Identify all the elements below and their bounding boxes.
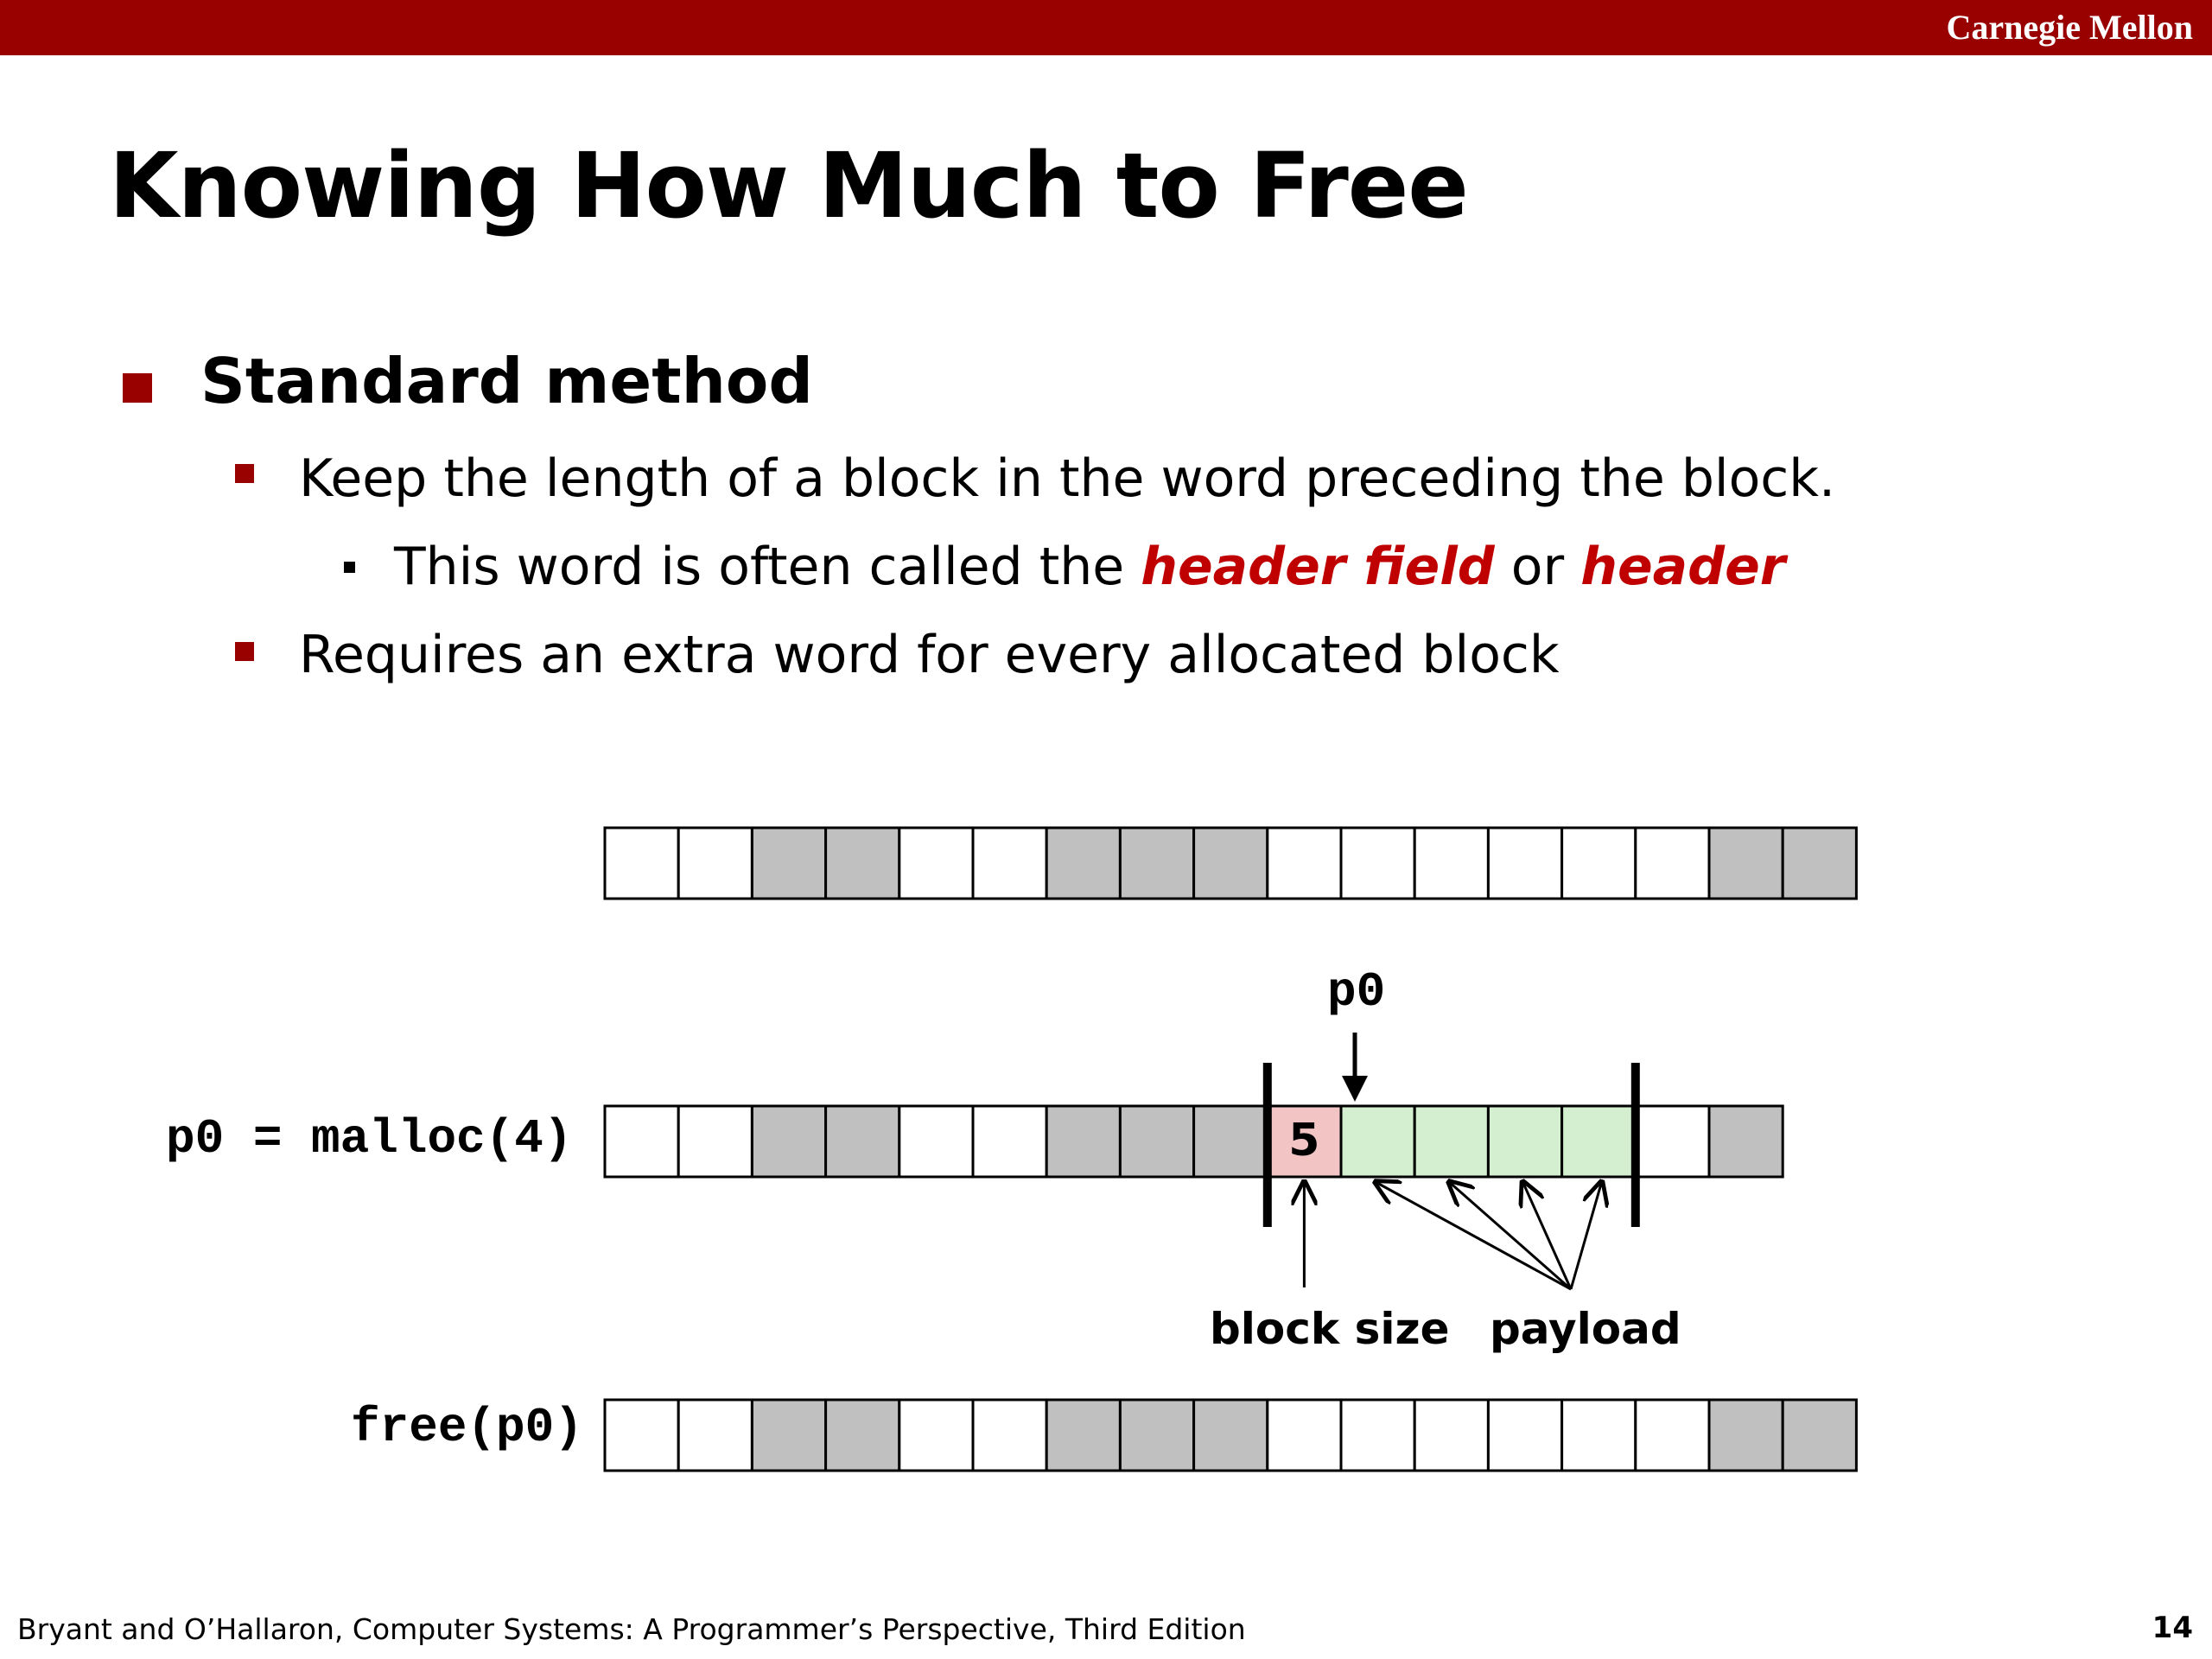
before-row-cell-free bbox=[1414, 828, 1488, 899]
free-row-cell-allocated bbox=[826, 1400, 899, 1471]
free-row-cell-allocated bbox=[1194, 1400, 1268, 1471]
malloc-row-cell-allocated bbox=[1194, 1106, 1268, 1177]
malloc-row-cell-allocated bbox=[752, 1106, 825, 1177]
before-row-cell-free bbox=[605, 828, 678, 899]
malloc-row-cell-payload bbox=[1414, 1106, 1488, 1177]
malloc-row-cell-allocated bbox=[1120, 1106, 1193, 1177]
brand-label: Carnegie Mellon bbox=[1946, 8, 2193, 47]
before-row-cell-allocated bbox=[1046, 828, 1120, 899]
free-row-cell-free bbox=[899, 1400, 973, 1471]
malloc-row-cell-free bbox=[605, 1106, 678, 1177]
free-row-cell-allocated bbox=[1709, 1400, 1783, 1471]
pointer-label: p0 bbox=[1327, 964, 1386, 1020]
malloc-row-cell-payload bbox=[1562, 1106, 1636, 1177]
free-row-cell-free bbox=[1488, 1400, 1561, 1471]
block-size-label: block size bbox=[1210, 1304, 1450, 1354]
footer-citation: Bryant and O’Hallaron, Computer Systems: A Programmer’s Perspective, Third Edition bbox=[17, 1612, 1246, 1646]
before-row-cell-free bbox=[678, 828, 752, 899]
malloc-row-cell-allocated bbox=[1046, 1106, 1120, 1177]
malloc-row-cell-payload bbox=[1488, 1106, 1561, 1177]
payload-arrow bbox=[1376, 1182, 1571, 1289]
payload-arrow bbox=[1571, 1182, 1602, 1289]
free-row-cell-free bbox=[1268, 1400, 1341, 1471]
malloc-row-label: p0 = malloc(4) bbox=[166, 1111, 573, 1166]
free-row-cell-allocated bbox=[752, 1400, 825, 1471]
bullet-extra-word: Requires an extra word for every allocated block bbox=[299, 625, 1560, 685]
malloc-row-cell-allocated bbox=[1709, 1106, 1783, 1177]
bullet-keep-length: Keep the length of a block in the word preceding the block. bbox=[299, 448, 1836, 509]
before-row-cell-free bbox=[1488, 828, 1561, 899]
before-row-cell-allocated bbox=[752, 828, 825, 899]
free-row-cell-free bbox=[678, 1400, 752, 1471]
malloc-row-cell-free bbox=[973, 1106, 1046, 1177]
free-row-cell-free bbox=[605, 1400, 678, 1471]
free-row-cell-free bbox=[1562, 1400, 1636, 1471]
free-row-cell-free bbox=[973, 1400, 1046, 1471]
before-row-cell-free bbox=[1341, 828, 1414, 899]
before-row-cell-allocated bbox=[1194, 828, 1268, 899]
payload-arrow bbox=[1522, 1182, 1571, 1289]
bullet-standard-method: Standard method bbox=[200, 345, 813, 417]
malloc-row-cell-allocated bbox=[826, 1106, 899, 1177]
before-row-cell-free bbox=[1636, 828, 1709, 899]
free-row-cell-allocated bbox=[1046, 1400, 1120, 1471]
free-row-cell-free bbox=[1341, 1400, 1414, 1471]
header-value: 5 bbox=[1288, 1115, 1320, 1166]
before-row-cell-allocated bbox=[1120, 828, 1193, 899]
free-row-label: free(p0) bbox=[351, 1400, 583, 1455]
payload-arrow bbox=[1449, 1182, 1571, 1289]
term-header-field: header field bbox=[1141, 537, 1495, 597]
free-row-cell-free bbox=[1414, 1400, 1488, 1471]
malloc-row-cell-free bbox=[1636, 1106, 1709, 1177]
free-row-cell-free bbox=[1636, 1400, 1709, 1471]
header-text-mid: or bbox=[1494, 537, 1581, 597]
before-row-cell-free bbox=[1562, 828, 1636, 899]
before-row-cell-allocated bbox=[1783, 828, 1856, 899]
malloc-row-cell-payload bbox=[1341, 1106, 1414, 1177]
malloc-row-cell-free bbox=[899, 1106, 973, 1177]
free-row-cell-allocated bbox=[1783, 1400, 1856, 1471]
malloc-row-cell-free bbox=[678, 1106, 752, 1177]
free-row-cell-allocated bbox=[1120, 1400, 1193, 1471]
before-row-cell-free bbox=[973, 828, 1046, 899]
payload-label: payload bbox=[1490, 1304, 1681, 1354]
header-text-prefix: This word is often called the bbox=[394, 537, 1141, 597]
term-header: header bbox=[1580, 537, 1786, 597]
slide-title: Knowing How Much to Free bbox=[109, 133, 1468, 238]
before-row-cell-free bbox=[899, 828, 973, 899]
before-row-cell-allocated bbox=[1709, 828, 1783, 899]
before-row-cell-free bbox=[1268, 828, 1341, 899]
page-number: 14 bbox=[2152, 1611, 2193, 1645]
before-row-cell-allocated bbox=[826, 828, 899, 899]
